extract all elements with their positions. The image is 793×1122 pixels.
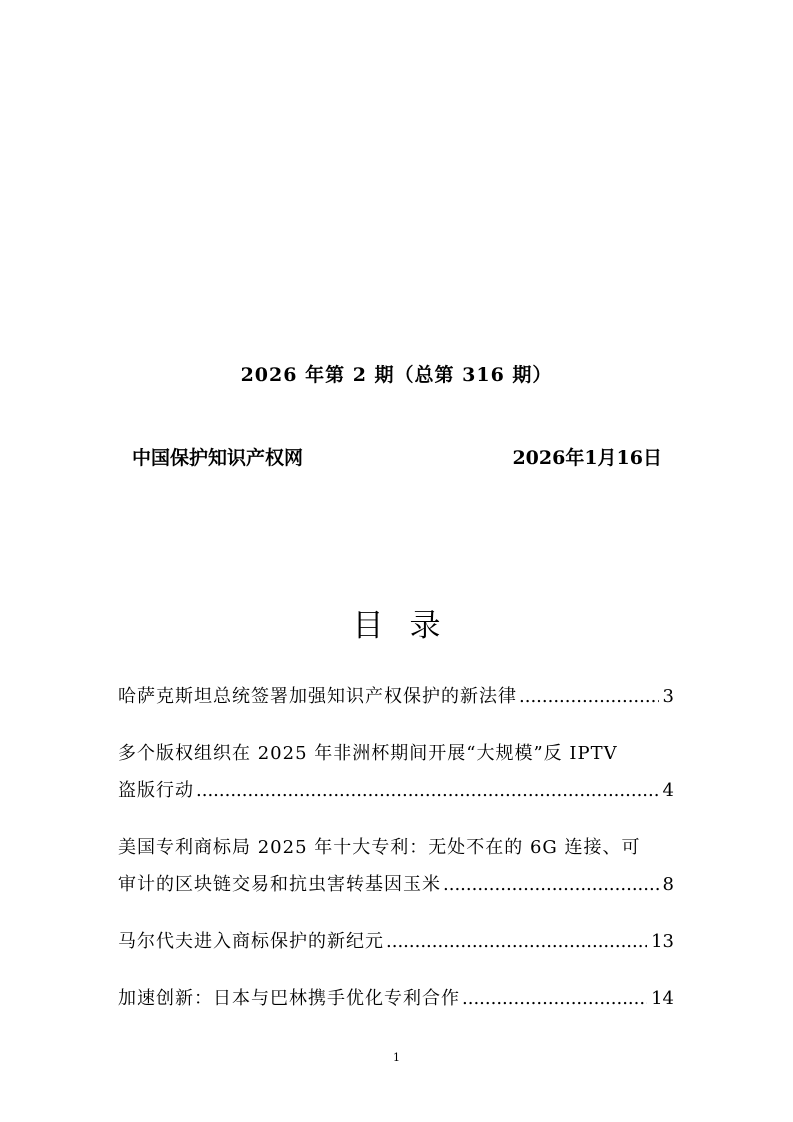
toc-entry-title-continued: 盗版行动 xyxy=(118,780,194,801)
toc-page-number: 8 xyxy=(662,874,674,895)
toc-leader-dots xyxy=(519,678,659,715)
publication-info xyxy=(132,443,662,473)
toc-entry[interactable] xyxy=(118,923,674,960)
toc-page-number: 3 xyxy=(662,686,674,707)
toc-entry-title: 加速创新：日本与巴林携手优化专利合作 xyxy=(118,988,460,1009)
page-number-footer: 1 xyxy=(393,1051,400,1064)
toc-leader-dots xyxy=(386,923,647,960)
toc-leader-dots xyxy=(196,772,659,809)
toc-entry[interactable] xyxy=(118,980,674,1017)
toc-page-number: 4 xyxy=(662,780,674,801)
toc-entry-title: 哈萨克斯坦总统签署加强知识产权保护的新法律 xyxy=(118,686,517,707)
toc-heading: 目录 xyxy=(352,608,467,644)
publisher-name: 中国保护知识产权网 xyxy=(132,447,304,469)
toc-entry[interactable] xyxy=(118,829,674,903)
toc-leader-dots xyxy=(443,866,659,903)
toc-page-number: 13 xyxy=(651,931,674,952)
toc-entry-title: 马尔代夫进入商标保护的新纪元 xyxy=(118,931,384,952)
toc-entry[interactable] xyxy=(118,678,674,715)
toc-leader-dots xyxy=(462,980,647,1017)
issue-number: 2026 年第 2 期（总第 316 期） xyxy=(240,364,553,386)
toc-entry[interactable] xyxy=(118,735,674,809)
toc-page-number: 14 xyxy=(651,988,674,1009)
toc-entry-title: 多个版权组织在 2025 年非洲杯期间开展“大规模”反 IPTV xyxy=(118,743,618,764)
publication-date: 2026年1月16日 xyxy=(512,447,662,469)
toc-entry-title-continued: 审计的区块链交易和抗虫害转基因玉米 xyxy=(118,874,441,895)
table-of-contents xyxy=(118,678,674,1037)
toc-entry-title: 美国专利商标局 2025 年十大专利：无处不在的 6G 连接、可 xyxy=(118,837,641,858)
